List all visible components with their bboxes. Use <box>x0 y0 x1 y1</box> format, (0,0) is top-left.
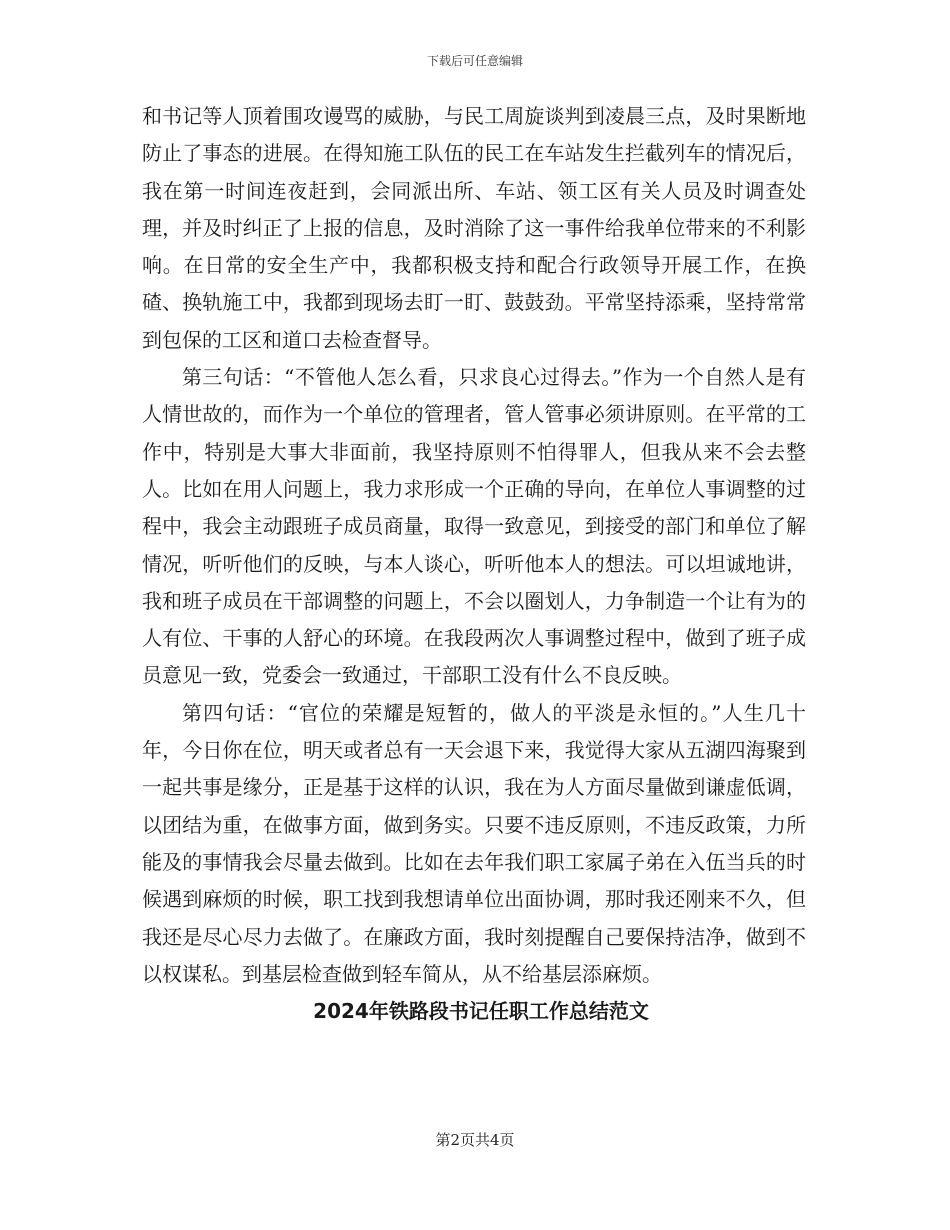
document-title: 2024年铁路段书记任职工作总结范文 <box>313 999 649 1024</box>
paragraph-third-saying: 第三句话：“不管他人怎么看，只求良心过得去。”作为一个自然人是有人情世故的，而作为一个单位的管理者，管人管事必须讲原则。在平常的工作中，特别是大事大非面前，我坚持原则不怕得罪人，但我从来不会去整人。比如在用人问题上，我力求形成一个正确的导向，在单位人事调整的过程中，我会主动跟班子成员商量，取得一致意见，到接受的部门和单位了解情况，听听他们的反映，与本人谈心，听听他本人的想法。可以坦诚地讲，我和班子成员在干部调整的问题上，不会以圈划人，力争制造一个让有为的人有位、干事的人舒心的环境。在我段两次人事调整过程中，做到了班子成员意见一致，党委会一致通过，干部职工没有什么不良反映。 <box>142 365 806 688</box>
paragraph-continued: 和书记等人顶着围攻谩骂的威胁，与民工周旋谈判到凌晨三点，及时果断地防止了事态的进展。在得知施工队伍的民工在车站发生拦截列车的情况后，我在第一时间连夜赶到，会同派出所、车站、领工区有关人员及时调查处理，并及时纠正了上报的信息，及时消除了这一事件给我单位带来的不利影响。在日常的安全生产中，我都积极支持和配合行政领导开展工作，在换碴、换轨施工中，我都到现场去盯一盯、鼓鼓劲。平常坚持添乘，坚持常常到包保的工区和道口去检查督导。 <box>142 104 806 352</box>
document-body <box>142 98 806 1030</box>
page-header-note: 下载后可任意编辑 <box>426 54 523 68</box>
page-number: 第2页共4页 <box>435 1131 515 1149</box>
paragraph-fourth-saying: 第四句话：“官位的荣耀是短暂的，做人的平淡是永恒的。”人生几十年，今日你在位，明天或者总有一天会退下来，我觉得大家从五湖四海聚到一起共事是缘分，正是基于这样的认识，我在为人方面尽量做到谦虚低调，以团结为重，在做事方面，做到务实。只要不违反原则，不违反政策，力所能及的事情我会尽量去做到。比如在去年我们职工家属子弟在入伍当兵的时候遇到麻烦的时候，职工找到我想请单位出面协调，那时我还刚来不久，但我还是尽心尽力去做了。在廉政方面，我时刻提醒自己要保持洁净，做到不以权谋私。到基层检查做到轻车简从，从不给基层添麻烦。 <box>142 700 806 986</box>
